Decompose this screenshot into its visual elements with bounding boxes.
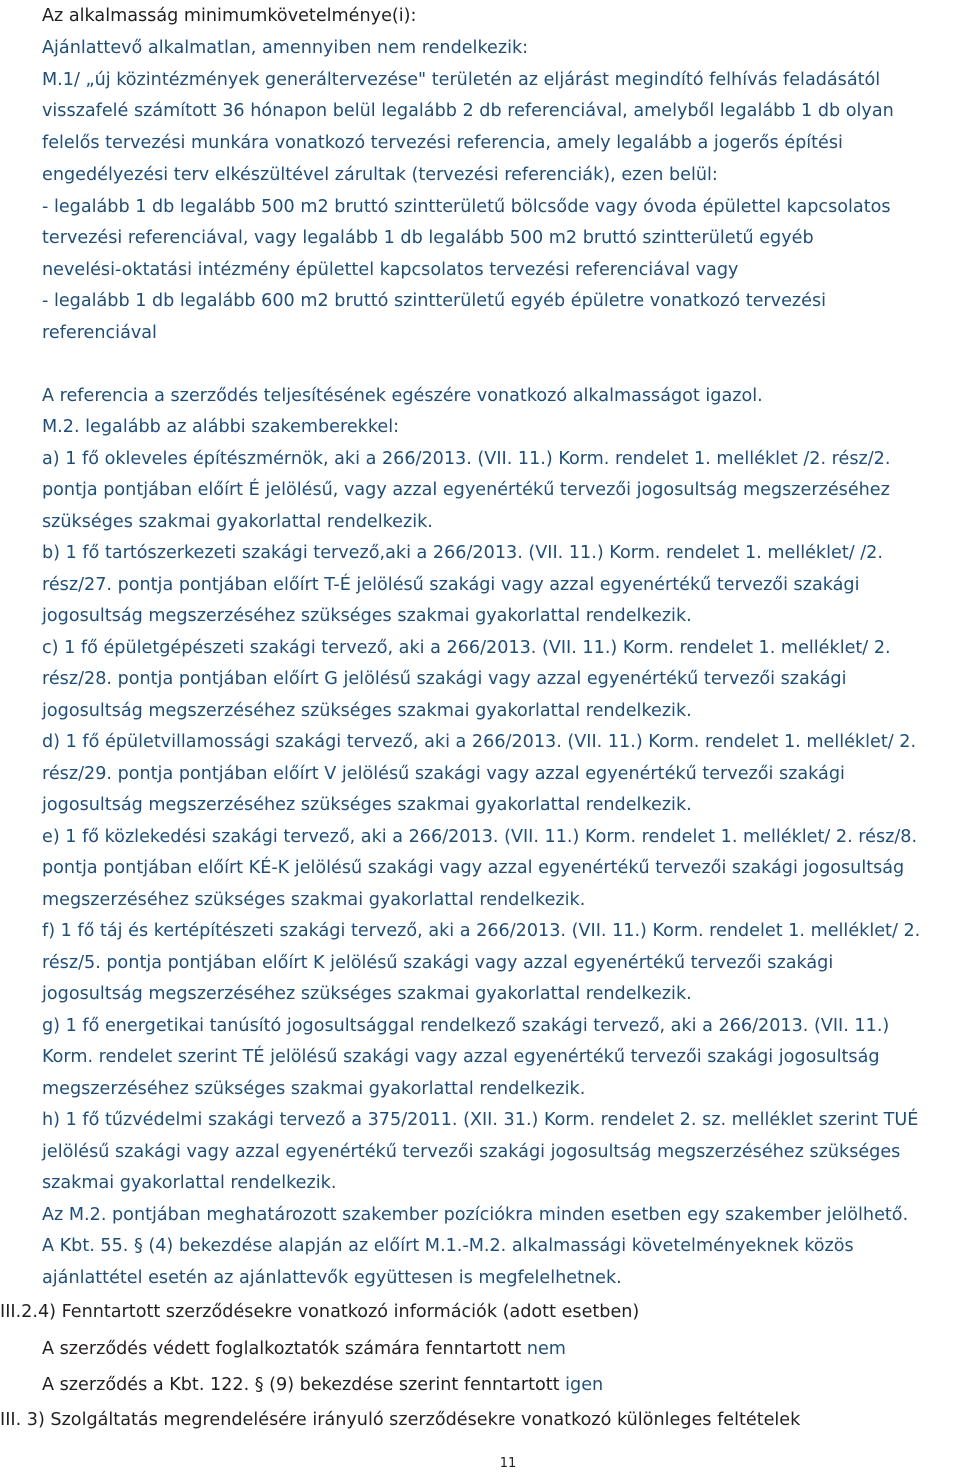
text-line [42,636,891,660]
text-line [42,1203,908,1227]
text-segment: felelős tervezési munkára vonatkozó tervezési referencia, amely legalább a jogerős építési [42,133,843,153]
text-segment: M.1/ „új közintézmények generáltervezése" területén az eljárást megindító felhívás feladásától [42,70,881,90]
text-segment: ajánlattétel esetén az ajánlattevők együttesen is megfelelhetnek. [42,1268,622,1288]
text-segment: pontja pontjában előírt É jelölésű, vagy azzal egyenértékű tervezői jogosultság megszerzéséhez [42,480,890,500]
text-segment: A szerződés védett foglalkoztatók számára fenntartott [42,1339,527,1359]
text-segment: a) 1 fő okleveles építészmérnök, aki a 266/2013. (VII. 11.) Korm. rendelet 1. melléklet /2. rész/2. [42,449,891,469]
text-segment: A referencia a szerződés teljesítésének egészére vonatkozó alkalmasságot igazol. [42,386,763,406]
text-segment: referenciával [42,323,157,343]
text-line [42,1337,566,1361]
text-line [42,447,890,471]
text-line [42,415,399,439]
text-segment: jelölésű szakági vagy azzal egyenértékű tervezői szakági jogosultság megszerzéséhez szükséges [42,1142,901,1162]
text-segment: nevelési-oktatási intézmény épülettel kapcsolatos tervezési referenciával vagy [42,260,739,280]
text-line [42,1108,918,1132]
text-segment: Az M.2. pontjában meghatározott szakember pozíciókra minden esetben egy szakember jelölhető. [42,1205,909,1225]
text-segment: jogosultság megszerzéséhez szükséges szakmai gyakorlattal rendelkezik. [42,606,692,626]
text-segment: rész/28. pontja pontjában előírt G jelölésű szakági vagy azzal egyenértékű tervezői szakági [42,669,847,689]
text-segment: e) 1 fő közlekedési szakági tervező, aki a 266/2013. (VII. 11.) Korm. rendelet 1. melléklet/ 2. rész/8. [42,827,918,847]
text-segment: III.2.4) Fenntartott szerződésekre vonatkozó információk (adott esetben) [0,1302,640,1322]
text-line [42,573,859,597]
text-segment: - legalább 1 db legalább 600 m2 bruttó szintterületű egyéb épületre vonatkozó tervezési [42,291,827,311]
text-line [42,163,718,187]
text-line [42,951,833,975]
text-line [42,99,894,123]
text-segment: jogosultság megszerzéséhez szükséges szakmai gyakorlattal rendelkezik. [42,795,692,815]
text-line [42,856,904,880]
text-segment: III. 3) Szolgáltatás megrendelésére irányuló szerződésekre vonatkozó különleges feltételek [0,1410,801,1430]
text-line [42,982,692,1006]
text-line [42,131,843,155]
text-segment: A szerződés a Kbt. 122. § (9) bekezdése szerint fenntartott [42,1375,566,1395]
text-segment: pontja pontjában előírt KÉ-K jelölésű szakági vagy azzal egyenértékű tervezői szakági jogosultság [42,858,905,878]
text-line [42,478,890,502]
text-line [42,4,416,28]
text-segment: rész/5. pontja pontjában előírt K jelölésű szakági vagy azzal egyenértékű tervezői szakági [42,953,834,973]
text-segment: nem [526,1339,566,1359]
text-line [42,541,883,565]
text-line [42,510,433,534]
text-segment: jogosultság megszerzéséhez szükséges szakmai gyakorlattal rendelkezik. [42,984,692,1004]
text-segment: szükséges szakmai gyakorlattal rendelkezik. [42,512,433,532]
text-segment: megszerzéséhez szükséges szakmai gyakorlattal rendelkezik. [42,1079,586,1099]
text-segment: engedélyezési terv elkészültével zárultak (tervezési referenciák), ezen belül: [42,165,718,185]
text-segment: d) 1 fő épületvillamossági szakági tervező, aki a 266/2013. (VII. 11.) Korm. rendelet 1. melléklet/ 2. [42,732,917,752]
text-line [42,1171,336,1195]
text-segment: Az alkalmasság minimumkövetelménye(i): [42,6,417,26]
text-segment: M.2. legalább az alábbi szakemberekkel: [42,417,400,437]
text-line [42,762,845,786]
text-line [42,919,920,943]
text-segment: rész/29. pontja pontjában előírt V jelölésű szakági vagy azzal egyenértékű tervezői szakági [42,764,845,784]
text-line [42,321,157,345]
text-line [42,258,738,282]
text-segment: Ajánlattevő alkalmatlan, amennyiben nem rendelkezik: [42,38,529,58]
text-segment: rész/27. pontja pontjában előírt T-É jelölésű szakági vagy azzal egyenértékű tervezői szakági [42,575,860,595]
text-segment: b) 1 fő tartószerkezeti szakági tervező,aki a 266/2013. (VII. 11.) Korm. rendelet 1. melléklet/ /2. [42,543,883,563]
text-segment: szakmai gyakorlattal rendelkezik. [42,1173,337,1193]
text-line [42,226,814,250]
text-segment: megszerzéséhez szükséges szakmai gyakorlattal rendelkezik. [42,890,586,910]
text-segment: visszafelé számított 36 hónapon belül legalább 2 db referenciával, amelyből legalább 1 db olyan [42,101,894,121]
text-line [42,1140,900,1164]
text-segment: - legalább 1 db legalább 500 m2 bruttó szintterületű bölcsőde vagy óvoda épülettel kapcsolatos [42,197,891,217]
text-line [42,384,763,408]
text-line [0,1408,800,1432]
text-line [42,1014,889,1038]
text-segment: Korm. rendelet szerint TÉ jelölésű szakági vagy azzal egyenértékű tervezői szakági jogosultság [42,1047,880,1067]
text-segment: g) 1 fő energetikai tanúsító jogosultsággal rendelkező szakági tervező, aki a 266/2013. (VII. 11.) [42,1016,890,1036]
text-line [42,195,891,219]
text-segment: tervezési referenciával, vagy legalább 1 db legalább 500 m2 bruttó szintterületű egyéb [42,228,814,248]
text-line [42,730,916,754]
page-number: 11 [499,1456,517,1471]
text-segment: c) 1 fő épületgépészeti szakági tervező, aki a 266/2013. (VII. 11.) Korm. rendelet 1. melléklet/ 2. [42,638,891,658]
text-line [42,667,847,691]
text-line [42,1234,854,1258]
text-segment: h) 1 fő tűzvédelmi szakági tervező a 375/2011. (XII. 31.) Korm. rendelet 2. sz. melléklet szerint TUÉ [42,1110,919,1130]
text-line [42,888,585,912]
text-line [42,68,880,92]
text-line [42,1373,603,1397]
text-line [0,1300,639,1324]
text-line [42,1045,880,1069]
text-line [42,604,692,628]
text-line [42,289,826,313]
text-line [42,825,917,849]
text-line [42,793,692,817]
text-line [42,1077,585,1101]
text-segment: f) 1 fő táj és kertépítészeti szakági tervező, aki a 266/2013. (VII. 11.) Korm. rendelet 1. melléklet/ 2. [42,921,921,941]
text-segment: A Kbt. 55. § (4) bekezdése alapján az előírt M.1.-M.2. alkalmassági követelményeknek közös [42,1236,854,1256]
text-segment: igen [565,1375,604,1395]
text-line [42,1266,622,1290]
text-line [42,699,692,723]
text-segment: jogosultság megszerzéséhez szükséges szakmai gyakorlattal rendelkezik. [42,701,692,721]
text-line [42,36,528,60]
